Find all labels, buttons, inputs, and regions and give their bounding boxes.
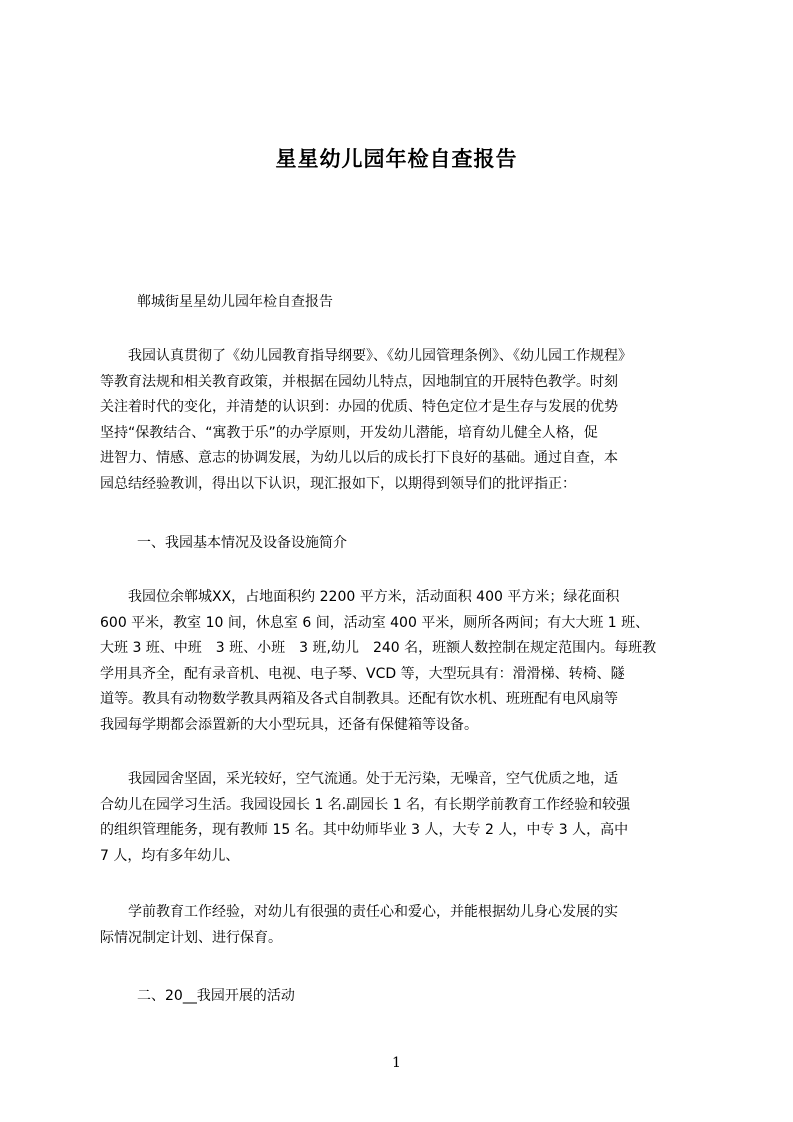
section-heading-1: 一、我园基本情况及设备设施简介 bbox=[137, 535, 347, 551]
document-title: 星星幼儿园年检自查报告 bbox=[275, 147, 518, 171]
paragraph-facilities bbox=[100, 767, 700, 869]
paragraph-line: 学前教育工作经验，对幼儿有很强的责任心和爱心，并能根据幼儿身心发展的实 bbox=[100, 904, 618, 920]
paragraph-line: 我园园舍坚固，采光较好，空气流通。处于无污染，无噪音，空气优质之地，适 bbox=[100, 771, 618, 787]
paragraph-line: 大班 3 班、中班 3 班、小班 3 班,幼儿 240 名，班额人数控制在规定范围内。每班教 bbox=[100, 640, 657, 657]
paragraph-line: 等教育法规和相关教育政策，并根据在园幼儿特点，因地制宜的开展特色教学。时刻 bbox=[100, 373, 618, 390]
paragraph-line: 合幼儿在园学习生活。我园设园长 1 名.副园长 1 名，有长期学前教育工作经验和较强 bbox=[100, 796, 631, 813]
paragraph-line: 关注着时代的变化，并清楚的认识到：办园的优质、特色定位才是生存与发展的优势 bbox=[100, 399, 618, 416]
paragraph-line: 道等。教具有动物数学教具两箱及各式自制教具。还配有饮水机、班班配有电风扇等 bbox=[100, 691, 618, 708]
page-number: 1 bbox=[392, 1055, 401, 1071]
paragraph-basic-info bbox=[100, 585, 700, 739]
paragraph-line: 园总结经验教训，得出以下认识，现汇报如下，以期得到领导们的批评指正： bbox=[100, 475, 576, 492]
paragraph-line: 学用具齐全，配有录音机、电视、电子琴、VCD 等，大型玩具有：滑滑梯、转椅、隧 bbox=[100, 665, 625, 682]
paragraph-line: 的组织管理能务，现有教师 15 名。其中幼师毕业 3 人，大专 2 人，中专 3 人，高中 bbox=[100, 822, 629, 839]
paragraph-line: 7 人，均有多年幼儿、 bbox=[100, 847, 240, 864]
document-subtitle: 郸城街星星幼儿园年检自查报告 bbox=[137, 294, 333, 310]
paragraph-experience bbox=[100, 900, 700, 951]
paragraph-line: 600 平米，教室 10 间，休息室 6 间，活动室 400 平米，厕所各两间；有大大班 1 班、 bbox=[100, 614, 650, 631]
paragraph-line: 进智力、情感、意志的协调发展，为幼儿以后的成长打下良好的基础。通过自查，本 bbox=[100, 450, 618, 467]
paragraph-intro bbox=[100, 344, 700, 498]
paragraph-line: 坚持“保教结合、“寓教于乐”的办学原则，开发幼儿潜能，培育幼儿健全人格，促 bbox=[100, 424, 598, 441]
paragraph-line: 我园位余郸城XX，占地面积约 2200 平方米，活动面积 400 平方米；绿花面积 bbox=[100, 589, 620, 605]
paragraph-line: 际情况制定计划、进行保育。 bbox=[100, 929, 282, 946]
paragraph-line: 我园认真贯彻了《幼儿园教育指导纲要》、《幼儿园管理条例》、《幼儿园工作规程》 bbox=[100, 348, 632, 364]
paragraph-line: 我园每学期都会添置新的大小型玩具，还备有保健箱等设备。 bbox=[100, 716, 478, 733]
section-heading-2: 二、20__我园开展的活动 bbox=[137, 988, 295, 1004]
